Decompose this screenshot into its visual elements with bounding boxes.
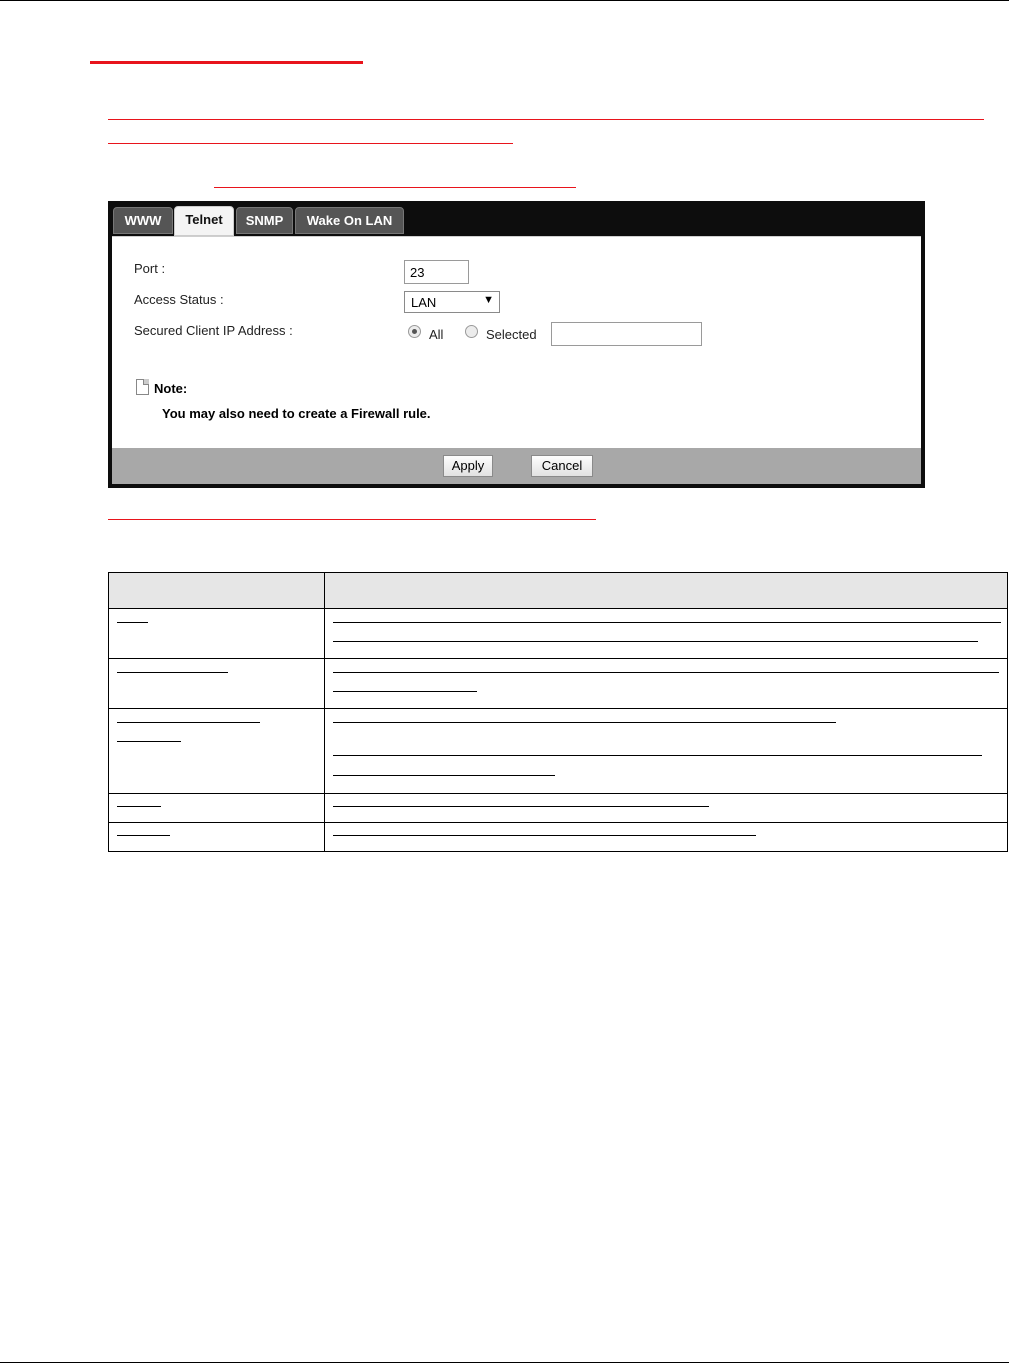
table-row-description-cell <box>325 823 1008 852</box>
table-row-description-cell <box>325 609 1008 659</box>
figure-caption-line <box>214 187 576 188</box>
telnet-settings-panel <box>108 201 925 488</box>
apply-button[interactable]: Apply <box>443 455 493 477</box>
table-row <box>109 794 1008 823</box>
table-row <box>109 709 1008 794</box>
table-row-label-cell <box>109 794 325 823</box>
table-row-label-cell <box>109 709 325 794</box>
access-status-select[interactable] <box>404 291 500 313</box>
table-row <box>109 659 1008 709</box>
selected-ip-input[interactable] <box>551 322 702 346</box>
tab-snmp[interactable]: SNMP <box>236 207 293 234</box>
button-bar <box>112 448 921 484</box>
table-row <box>109 823 1008 852</box>
table-header-row <box>109 573 1008 609</box>
radio-selected-label: Selected <box>486 327 537 342</box>
tab-wake-on-lan[interactable]: Wake On LAN <box>295 207 404 234</box>
radio-selected[interactable] <box>465 325 478 338</box>
section-heading-bar <box>90 61 363 64</box>
port-input[interactable]: 23 <box>404 260 469 284</box>
field-description-table <box>108 572 1008 852</box>
note-document-icon <box>136 379 149 395</box>
note-title: Note: <box>154 381 188 396</box>
secured-client-ip-label: Secured Client IP Address : <box>134 323 293 338</box>
note-text: You may also need to create a Firewall rule. <box>162 406 431 421</box>
cancel-button[interactable]: Cancel <box>531 455 593 477</box>
table-row-label-cell <box>109 659 325 709</box>
tab-telnet[interactable]: Telnet <box>174 206 234 236</box>
table-row-description-cell <box>325 709 1008 794</box>
port-label: Port : <box>134 261 166 276</box>
intro-text-line-1 <box>108 119 984 120</box>
dropdown-arrow-icon: ▼ <box>483 294 494 306</box>
telnet-form <box>112 236 921 448</box>
page-top-rule <box>0 0 1009 1</box>
table-row-description-cell <box>325 659 1008 709</box>
table-row-label-cell <box>109 823 325 852</box>
access-status-label: Access Status : <box>134 292 224 307</box>
table-row <box>109 609 1008 659</box>
table-caption-line <box>108 519 596 520</box>
table-header-label-cell <box>109 573 325 609</box>
intro-text-line-2 <box>108 143 513 144</box>
table-header-description-cell <box>325 573 1008 609</box>
radio-all-label: All <box>429 327 444 342</box>
access-status-value: LAN <box>411 295 437 310</box>
tab-www[interactable]: WWW <box>113 207 173 234</box>
radio-all[interactable] <box>408 325 421 338</box>
table-row-description-cell <box>325 794 1008 823</box>
table-row-label-cell <box>109 609 325 659</box>
